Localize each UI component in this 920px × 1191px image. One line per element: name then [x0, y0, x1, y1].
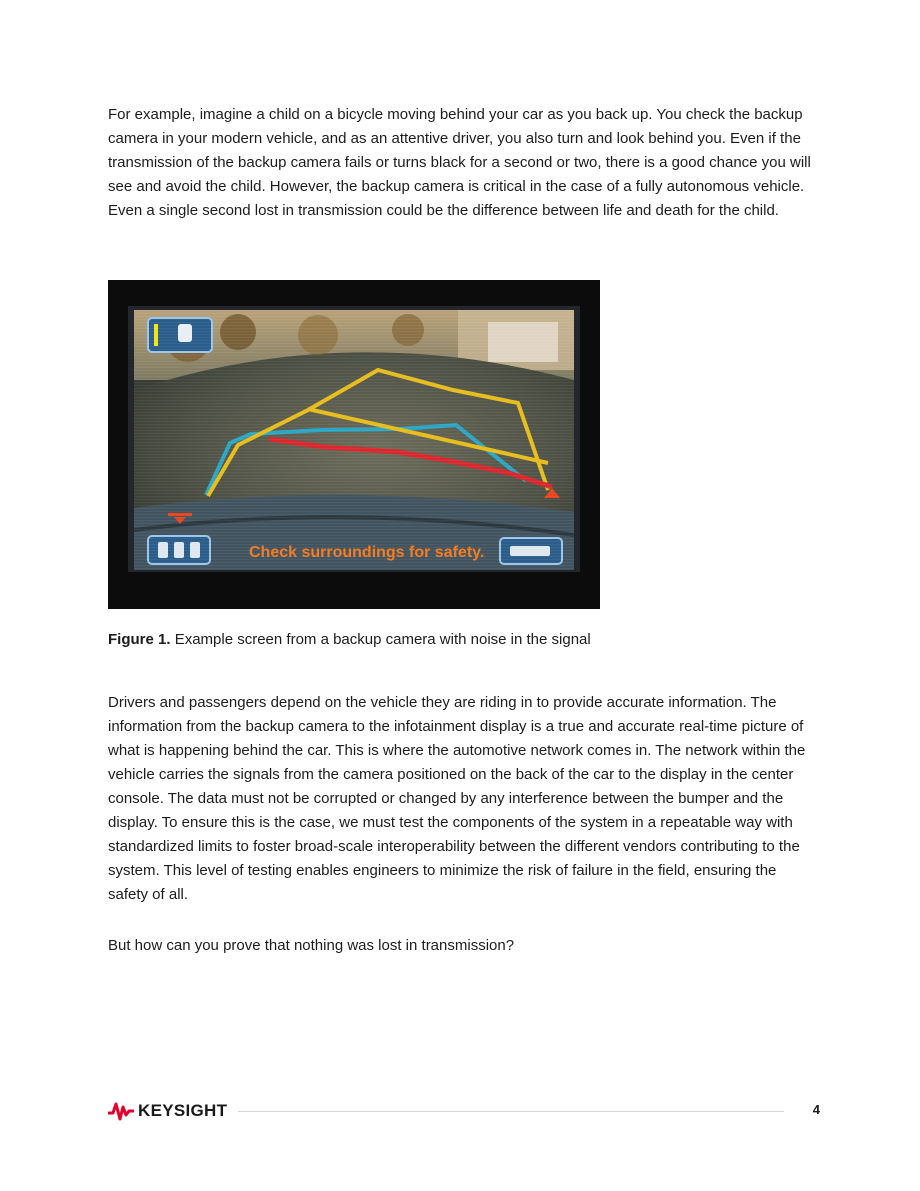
figure-caption-text: Example screen from a backup camera with noise in the signal [174, 631, 591, 648]
brand-name: KEYSIGHT [138, 1101, 228, 1120]
body-paragraph-network: Drivers and passengers depend on the vehicle they are riding in to provide accurate information. The information from the backup camera to the infotainment display is a true and accurate real-time picture of what is happening behind the car. This is where the automotive network comes in. The network within the vehicle carries the signals from the camera positioned on the back of the car to the display in the center console. The data must not be corrupted or changed by any interference between the bumper and the display. To ensure this is the case, we must test the components of the system in a repeatable way with standardized limits to foster broad-scale interoperability between the different vendors contributing to the system. This level of testing enables engineers to minimize the risk of failure in the field, ensuring the safety of all. [108, 694, 806, 903]
footer-divider [238, 1111, 784, 1112]
figure-caption [108, 629, 591, 651]
backup-camera-screen-image [108, 280, 600, 609]
page-number: 4 [812, 1102, 820, 1117]
body-paragraph-intro: For example, imagine a child on a bicycle moving behind your car as you back up. You check the backup camera in your modern vehicle, and as an attentive driver, you also turn and look behind you. Even if the transmission of the backup camera fails or turns black for a second or two, there is a good chance you will see and avoid the child. However, the backup camera is critical in the case of a fully autonomous vehicle. Even a single second lost in transmission could be the difference between life and death for the child. [108, 106, 811, 219]
keysight-wave-icon [108, 1101, 134, 1121]
keysight-logo [108, 1100, 227, 1122]
body-paragraph-question: But how can you prove that nothing was lost in transmission? [108, 937, 515, 954]
backup-camera-figure [108, 280, 600, 609]
figure-label: Figure 1. [108, 631, 171, 648]
